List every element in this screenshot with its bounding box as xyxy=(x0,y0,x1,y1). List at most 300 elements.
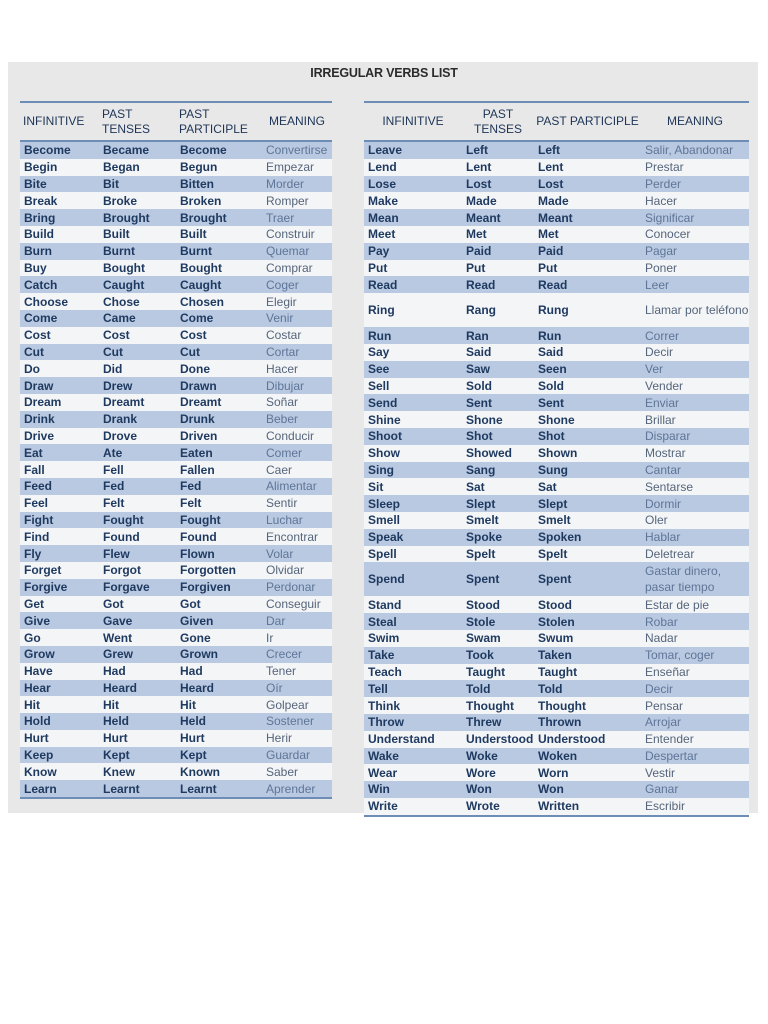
past-tense-cell: Forgave xyxy=(99,579,176,596)
past-participle-cell: Built xyxy=(176,226,262,243)
infinitive-cell: Sit xyxy=(364,478,462,495)
meaning-cell: Costar xyxy=(262,327,332,344)
infinitive-cell: Bring xyxy=(20,209,99,226)
infinitive-cell: Shine xyxy=(364,411,462,428)
table-row xyxy=(364,260,749,277)
verbs-table-left xyxy=(20,101,332,799)
infinitive-cell: Choose xyxy=(20,293,99,310)
table-row xyxy=(364,664,749,681)
infinitive-cell: See xyxy=(364,361,462,378)
past-participle-cell: Caught xyxy=(176,276,262,293)
past-participle-cell: Cost xyxy=(176,327,262,344)
past-tense-cell: Told xyxy=(462,680,534,697)
infinitive-cell: Read xyxy=(364,276,462,293)
meaning-cell: Ir xyxy=(262,629,332,646)
meaning-cell: Robar xyxy=(641,613,749,630)
past-tense-cell: Made xyxy=(462,192,534,209)
past-tense-cell: Knew xyxy=(99,763,176,780)
table-row xyxy=(364,546,749,563)
infinitive-cell: Sell xyxy=(364,378,462,395)
meaning-cell: Escribir xyxy=(641,798,749,816)
table-row xyxy=(364,411,749,428)
past-participle-cell: Bought xyxy=(176,260,262,277)
infinitive-cell: Tell xyxy=(364,680,462,697)
table-row xyxy=(20,176,332,193)
table-row xyxy=(20,260,332,277)
past-tense-cell: Spoke xyxy=(462,529,534,546)
infinitive-cell: Wear xyxy=(364,764,462,781)
meaning-cell: Arrojar xyxy=(641,714,749,731)
past-participle-cell: Thought xyxy=(534,697,641,714)
table-row xyxy=(20,763,332,780)
table-row xyxy=(364,781,749,798)
past-tense-cell: Grew xyxy=(99,646,176,663)
infinitive-cell: Lend xyxy=(364,159,462,176)
infinitive-cell: Give xyxy=(20,612,99,629)
table-row xyxy=(20,360,332,377)
table-row xyxy=(364,394,749,411)
meaning-cell: Hacer xyxy=(262,360,332,377)
meaning-cell: Guardar xyxy=(262,747,332,764)
table-row xyxy=(20,612,332,629)
infinitive-cell: Hear xyxy=(20,680,99,697)
meaning-cell: Estar de pie xyxy=(641,596,749,613)
meaning-cell: Pensar xyxy=(641,697,749,714)
table-row xyxy=(20,528,332,545)
infinitive-cell: Hurt xyxy=(20,730,99,747)
meaning-cell: Enseñar xyxy=(641,664,749,681)
past-tense-cell: Shot xyxy=(462,428,534,445)
meaning-cell: Tomar, coger xyxy=(641,647,749,664)
table-row xyxy=(364,512,749,529)
past-participle-cell: Hit xyxy=(176,696,262,713)
past-participle-cell: Worn xyxy=(534,764,641,781)
past-participle-cell: Drawn xyxy=(176,377,262,394)
infinitive-cell: Hold xyxy=(20,713,99,730)
meaning-cell: Llamar por teléfono xyxy=(641,293,749,327)
past-participle-cell: Fought xyxy=(176,512,262,529)
table-row xyxy=(364,344,749,361)
infinitive-cell: Spell xyxy=(364,546,462,563)
infinitive-cell: Sleep xyxy=(364,495,462,512)
meaning-cell: Oír xyxy=(262,680,332,697)
table-row xyxy=(364,226,749,243)
past-tense-cell: Drove xyxy=(99,428,176,445)
past-participle-cell: Eaten xyxy=(176,444,262,461)
past-tense-cell: Thought xyxy=(462,697,534,714)
infinitive-cell: Ring xyxy=(364,293,462,327)
past-participle-cell: Dreamt xyxy=(176,394,262,411)
infinitive-cell: Keep xyxy=(20,747,99,764)
past-participle-cell: Flown xyxy=(176,545,262,562)
meaning-cell: Poner xyxy=(641,260,749,277)
past-participle-cell: Shone xyxy=(534,411,641,428)
past-tense-cell: Broke xyxy=(99,192,176,209)
infinitive-cell: Speak xyxy=(364,529,462,546)
meaning-cell: Dormir xyxy=(641,495,749,512)
past-participle-cell: Given xyxy=(176,612,262,629)
table-row xyxy=(20,461,332,478)
header-meaning: MEANING xyxy=(262,102,332,141)
table-row xyxy=(20,159,332,176)
table-row xyxy=(20,428,332,445)
table-row xyxy=(364,731,749,748)
past-participle-cell: Fallen xyxy=(176,461,262,478)
past-participle-cell: Got xyxy=(176,596,262,613)
infinitive-cell: Forget xyxy=(20,562,99,579)
table-row xyxy=(20,747,332,764)
past-participle-cell: Heard xyxy=(176,680,262,697)
meaning-cell: Correr xyxy=(641,327,749,344)
infinitive-cell: Build xyxy=(20,226,99,243)
past-tense-cell: Fell xyxy=(99,461,176,478)
infinitive-cell: Pay xyxy=(364,243,462,260)
past-participle-cell: Meant xyxy=(534,209,641,226)
infinitive-cell: Fight xyxy=(20,512,99,529)
meaning-cell: Golpear xyxy=(262,696,332,713)
past-tense-cell: Showed xyxy=(462,445,534,462)
past-participle-cell: Spent xyxy=(534,562,641,596)
past-tense-cell: Took xyxy=(462,647,534,664)
past-tense-cell: Burnt xyxy=(99,243,176,260)
header-past-participle: PAST PARTICIPLE xyxy=(534,102,641,141)
infinitive-cell: Eat xyxy=(20,444,99,461)
past-tense-cell: Threw xyxy=(462,714,534,731)
past-participle-cell: Become xyxy=(176,141,262,159)
table-row xyxy=(364,327,749,344)
infinitive-cell: Hit xyxy=(20,696,99,713)
past-tense-cell: Wore xyxy=(462,764,534,781)
meaning-cell: Dibujar xyxy=(262,377,332,394)
meaning-cell: Herir xyxy=(262,730,332,747)
past-tense-cell: Hurt xyxy=(99,730,176,747)
infinitive-cell: Fly xyxy=(20,545,99,562)
infinitive-cell: Fall xyxy=(20,461,99,478)
past-participle-cell: Woken xyxy=(534,748,641,765)
meaning-cell: Conocer xyxy=(641,226,749,243)
meaning-cell: Perdonar xyxy=(262,579,332,596)
table-row xyxy=(20,327,332,344)
infinitive-cell: Send xyxy=(364,394,462,411)
past-participle-cell: Bitten xyxy=(176,176,262,193)
meaning-cell: Oler xyxy=(641,512,749,529)
table-header-row xyxy=(364,102,749,141)
infinitive-cell: Mean xyxy=(364,209,462,226)
table-row xyxy=(20,696,332,713)
past-tense-cell: Taught xyxy=(462,664,534,681)
past-tense-cell: Hit xyxy=(99,696,176,713)
past-participle-cell: Lost xyxy=(534,176,641,193)
past-participle-cell: Seen xyxy=(534,361,641,378)
past-participle-cell: Spoken xyxy=(534,529,641,546)
past-tense-cell: Said xyxy=(462,344,534,361)
infinitive-cell: Spend xyxy=(364,562,462,596)
infinitive-cell: Drive xyxy=(20,428,99,445)
past-participle-cell: Felt xyxy=(176,495,262,512)
past-tense-cell: Saw xyxy=(462,361,534,378)
past-tense-cell: Held xyxy=(99,713,176,730)
past-tense-cell: Did xyxy=(99,360,176,377)
infinitive-cell: Cut xyxy=(20,344,99,361)
past-tense-cell: Had xyxy=(99,663,176,680)
past-participle-cell: Gone xyxy=(176,629,262,646)
meaning-cell: Soñar xyxy=(262,394,332,411)
past-tense-cell: Bought xyxy=(99,260,176,277)
past-tense-cell: Cut xyxy=(99,344,176,361)
infinitive-cell: Learn xyxy=(20,780,99,798)
infinitive-cell: Stand xyxy=(364,596,462,613)
infinitive-cell: Draw xyxy=(20,377,99,394)
meaning-cell: Aprender xyxy=(262,780,332,798)
infinitive-cell: Make xyxy=(364,192,462,209)
table-row xyxy=(364,680,749,697)
meaning-cell: Sentarse xyxy=(641,478,749,495)
table-row xyxy=(364,697,749,714)
meaning-cell: Beber xyxy=(262,411,332,428)
past-tense-cell: Swam xyxy=(462,630,534,647)
past-participle-cell: Learnt xyxy=(176,780,262,798)
infinitive-cell: Drink xyxy=(20,411,99,428)
past-tense-cell: Heard xyxy=(99,680,176,697)
past-tense-cell: Caught xyxy=(99,276,176,293)
table-row xyxy=(20,545,332,562)
past-participle-cell: Slept xyxy=(534,495,641,512)
past-participle-cell: Sung xyxy=(534,462,641,479)
past-tense-cell: Dreamt xyxy=(99,394,176,411)
past-participle-cell: Brought xyxy=(176,209,262,226)
past-participle-cell: Stolen xyxy=(534,613,641,630)
meaning-cell: Prestar xyxy=(641,159,749,176)
infinitive-cell: Buy xyxy=(20,260,99,277)
table-row xyxy=(20,629,332,646)
table-row xyxy=(20,293,332,310)
meaning-cell: Enviar xyxy=(641,394,749,411)
past-participle-cell: Said xyxy=(534,344,641,361)
past-tense-cell: Spent xyxy=(462,562,534,596)
past-tense-cell: Sat xyxy=(462,478,534,495)
past-participle-cell: Spelt xyxy=(534,546,641,563)
past-tense-cell: Stood xyxy=(462,596,534,613)
verbs-table-right-body xyxy=(364,141,749,816)
verbs-table-left-body xyxy=(20,141,332,798)
infinitive-cell: Have xyxy=(20,663,99,680)
meaning-cell: Decir xyxy=(641,680,749,697)
past-tense-cell: Built xyxy=(99,226,176,243)
meaning-cell: Pagar xyxy=(641,243,749,260)
infinitive-cell: Shoot xyxy=(364,428,462,445)
past-participle-cell: Known xyxy=(176,763,262,780)
table-row xyxy=(20,596,332,613)
past-tense-cell: Smelt xyxy=(462,512,534,529)
infinitive-cell: Leave xyxy=(364,141,462,159)
meaning-cell: Saber xyxy=(262,763,332,780)
meaning-cell: Luchar xyxy=(262,512,332,529)
past-tense-cell: Drank xyxy=(99,411,176,428)
meaning-cell: Comer xyxy=(262,444,332,461)
table-row xyxy=(364,361,749,378)
infinitive-cell: Think xyxy=(364,697,462,714)
infinitive-cell: Begin xyxy=(20,159,99,176)
meaning-cell: Olvidar xyxy=(262,562,332,579)
past-tense-cell: Cost xyxy=(99,327,176,344)
past-tense-cell: Spelt xyxy=(462,546,534,563)
past-participle-cell: Run xyxy=(534,327,641,344)
meaning-cell: Caer xyxy=(262,461,332,478)
past-participle-cell: Stood xyxy=(534,596,641,613)
past-participle-cell: Paid xyxy=(534,243,641,260)
table-row xyxy=(364,798,749,816)
past-participle-cell: Grown xyxy=(176,646,262,663)
infinitive-cell: Become xyxy=(20,141,99,159)
past-tense-cell: Sent xyxy=(462,394,534,411)
past-participle-cell: Drunk xyxy=(176,411,262,428)
past-participle-cell: Put xyxy=(534,260,641,277)
table-row xyxy=(20,646,332,663)
meaning-cell: Disparar xyxy=(641,428,749,445)
past-tense-cell: Meant xyxy=(462,209,534,226)
table-row xyxy=(364,428,749,445)
past-participle-cell: Had xyxy=(176,663,262,680)
past-tense-cell: Flew xyxy=(99,545,176,562)
table-row xyxy=(20,377,332,394)
infinitive-cell: Forgive xyxy=(20,579,99,596)
infinitive-cell: Know xyxy=(20,763,99,780)
past-tense-cell: Left xyxy=(462,141,534,159)
meaning-cell: Vender xyxy=(641,378,749,395)
table-row xyxy=(364,293,749,327)
header-past-tenses: PAST TENSES xyxy=(462,102,534,141)
past-tense-cell: Kept xyxy=(99,747,176,764)
past-tense-cell: Shone xyxy=(462,411,534,428)
infinitive-cell: Steal xyxy=(364,613,462,630)
meaning-cell: Morder xyxy=(262,176,332,193)
table-row xyxy=(20,730,332,747)
table-row xyxy=(364,714,749,731)
table-row xyxy=(364,276,749,293)
meaning-cell: Hacer xyxy=(641,192,749,209)
infinitive-cell: Dream xyxy=(20,394,99,411)
table-row xyxy=(364,495,749,512)
header-past-tenses: PAST TENSES xyxy=(99,102,176,141)
meaning-cell: Nadar xyxy=(641,630,749,647)
infinitive-cell: Write xyxy=(364,798,462,816)
infinitive-cell: Burn xyxy=(20,243,99,260)
meaning-cell: Sostener xyxy=(262,713,332,730)
meaning-cell: Cantar xyxy=(641,462,749,479)
meaning-cell: Romper xyxy=(262,192,332,209)
infinitive-cell: Feel xyxy=(20,495,99,512)
past-tense-cell: Fought xyxy=(99,512,176,529)
past-tense-cell: Drew xyxy=(99,377,176,394)
past-tense-cell: Woke xyxy=(462,748,534,765)
table-row xyxy=(364,378,749,395)
past-tense-cell: Began xyxy=(99,159,176,176)
table-row xyxy=(364,192,749,209)
past-tense-cell: Rang xyxy=(462,293,534,327)
table-row xyxy=(20,141,332,159)
header-past-participle: PAST PARTICIPLE xyxy=(176,102,262,141)
past-participle-cell: Fed xyxy=(176,478,262,495)
meaning-cell: Vestir xyxy=(641,764,749,781)
infinitive-cell: Understand xyxy=(364,731,462,748)
past-participle-cell: Broken xyxy=(176,192,262,209)
infinitive-cell: Grow xyxy=(20,646,99,663)
past-tense-cell: Got xyxy=(99,596,176,613)
table-row xyxy=(364,141,749,159)
past-participle-cell: Found xyxy=(176,528,262,545)
meaning-cell: Tener xyxy=(262,663,332,680)
table-row xyxy=(20,209,332,226)
infinitive-cell: Say xyxy=(364,344,462,361)
past-tense-cell: Wrote xyxy=(462,798,534,816)
table-row xyxy=(20,495,332,512)
past-participle-cell: Sold xyxy=(534,378,641,395)
past-tense-cell: Read xyxy=(462,276,534,293)
meaning-cell: Empezar xyxy=(262,159,332,176)
past-participle-cell: Come xyxy=(176,310,262,327)
past-participle-cell: Chosen xyxy=(176,293,262,310)
table-row xyxy=(20,562,332,579)
past-tense-cell: Ran xyxy=(462,327,534,344)
meaning-cell: Perder xyxy=(641,176,749,193)
meaning-cell: Entender xyxy=(641,731,749,748)
meaning-cell: Encontrar xyxy=(262,528,332,545)
meaning-cell: Conseguir xyxy=(262,596,332,613)
past-tense-cell: Came xyxy=(99,310,176,327)
past-tense-cell: Chose xyxy=(99,293,176,310)
table-row xyxy=(20,226,332,243)
table-row xyxy=(364,159,749,176)
meaning-cell: Sentir xyxy=(262,495,332,512)
past-tense-cell: Lent xyxy=(462,159,534,176)
past-participle-cell: Held xyxy=(176,713,262,730)
past-participle-cell: Written xyxy=(534,798,641,816)
meaning-cell: Dar xyxy=(262,612,332,629)
past-participle-cell: Thrown xyxy=(534,714,641,731)
past-participle-cell: Won xyxy=(534,781,641,798)
past-tense-cell: Found xyxy=(99,528,176,545)
table-row xyxy=(364,596,749,613)
meaning-cell: Volar xyxy=(262,545,332,562)
meaning-cell: Deletrear xyxy=(641,546,749,563)
meaning-cell: Conducir xyxy=(262,428,332,445)
infinitive-cell: Smell xyxy=(364,512,462,529)
infinitive-cell: Teach xyxy=(364,664,462,681)
infinitive-cell: Break xyxy=(20,192,99,209)
meaning-cell: Decir xyxy=(641,344,749,361)
past-participle-cell: Swum xyxy=(534,630,641,647)
past-participle-cell: Forgiven xyxy=(176,579,262,596)
table-row xyxy=(364,445,749,462)
meaning-cell: Gastar dinero, pasar tiempo xyxy=(641,562,749,596)
table-row xyxy=(364,462,749,479)
past-participle-cell: Taught xyxy=(534,664,641,681)
past-tense-cell: Understood xyxy=(462,731,534,748)
past-tense-cell: Met xyxy=(462,226,534,243)
past-tense-cell: Gave xyxy=(99,612,176,629)
past-tense-cell: Paid xyxy=(462,243,534,260)
infinitive-cell: Meet xyxy=(364,226,462,243)
past-tense-cell: Fed xyxy=(99,478,176,495)
meaning-cell: Alimentar xyxy=(262,478,332,495)
past-participle-cell: Met xyxy=(534,226,641,243)
table-row xyxy=(364,630,749,647)
past-tense-cell: Bit xyxy=(99,176,176,193)
table-row xyxy=(364,764,749,781)
past-participle-cell: Burnt xyxy=(176,243,262,260)
past-participle-cell: Begun xyxy=(176,159,262,176)
header-infinitive: INFINITIVE xyxy=(20,102,99,141)
